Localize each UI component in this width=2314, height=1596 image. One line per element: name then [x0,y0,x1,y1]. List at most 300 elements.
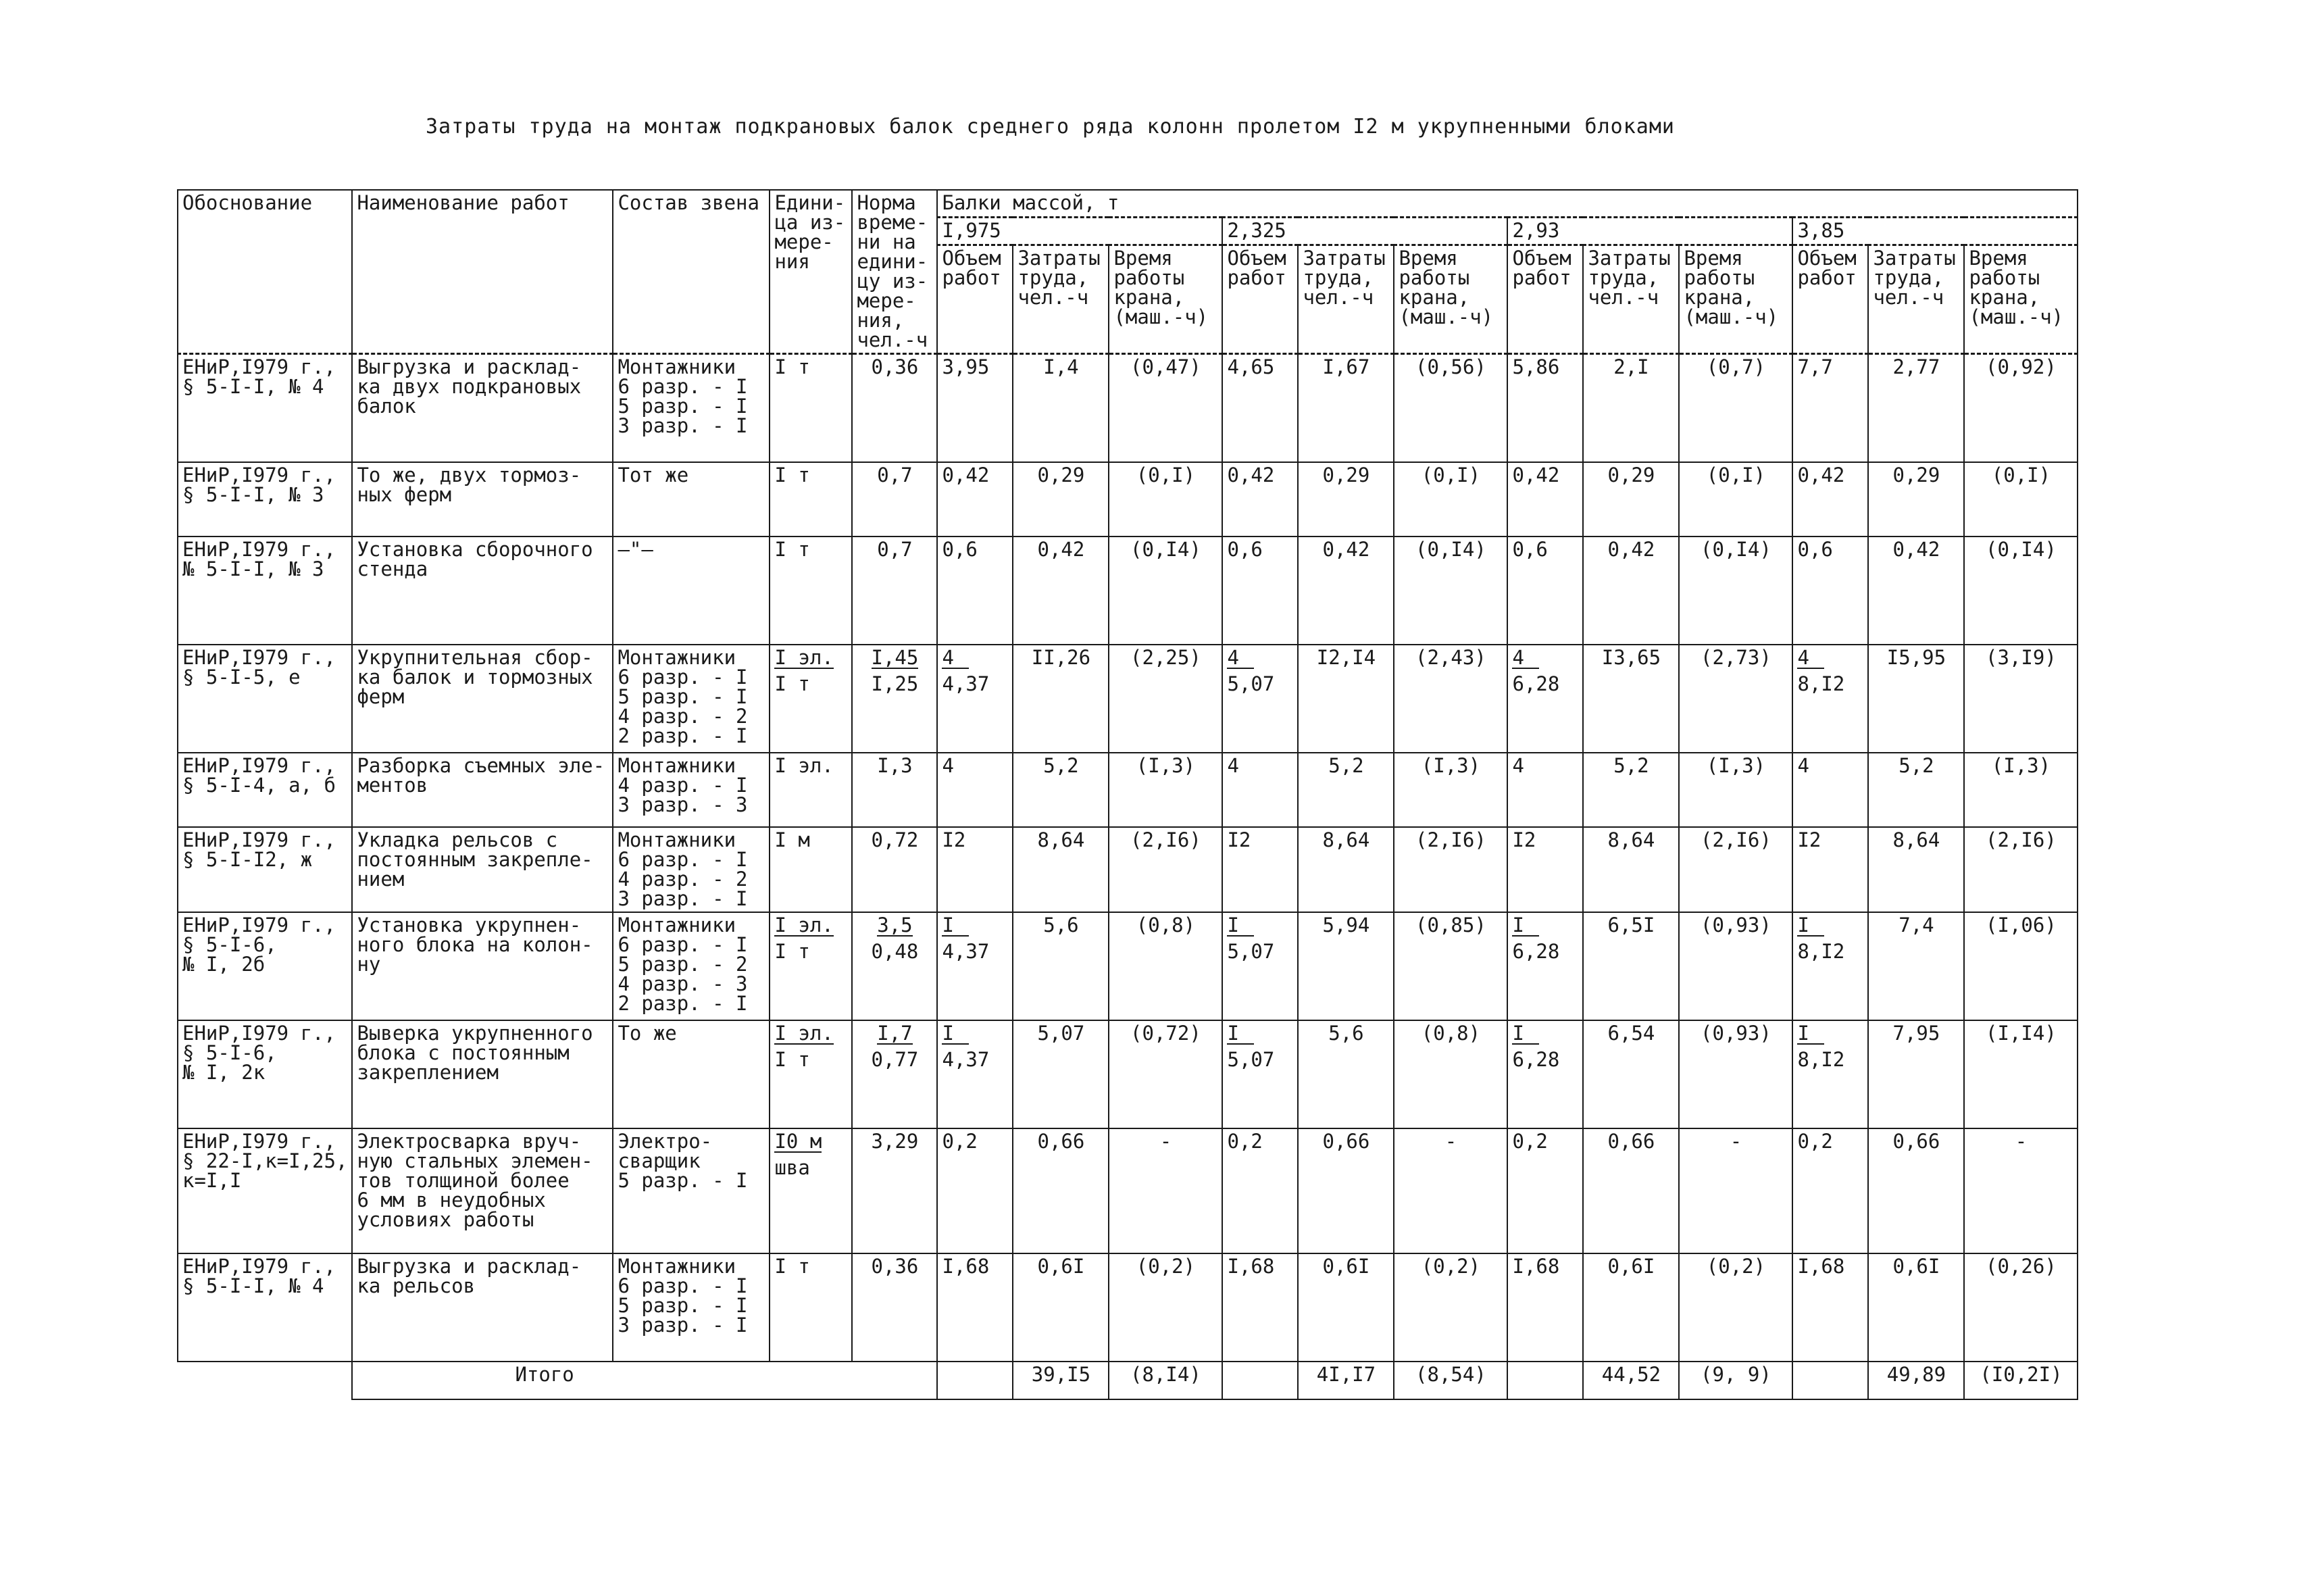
header-volume-line: Объем [1227,247,1286,270]
unit-numerator: I эл. [774,914,834,937]
volume-denominator: 4,37 [942,1048,990,1071]
header-crane-line: Время [1969,247,2028,270]
header-labor-line: Затраты [1588,247,1671,270]
crew-line: 6 разр. - I [618,375,748,398]
table-row [178,827,2078,912]
volume: I2 [942,828,966,851]
header-crane-line: Время [1684,247,1743,270]
unit-cell [770,1128,852,1253]
table-row [178,537,2078,645]
volume-denominator: 6,28 [1512,1048,1560,1071]
header-crane [1964,245,2078,354]
total-labor: 44,52 [1583,1362,1679,1399]
basis-line: § 22-I,к=I,25, [182,1149,348,1172]
labor-cell: 2,77 [1868,354,1964,463]
unit: I т [774,1255,810,1278]
crew-line: 5 разр. - I [618,1169,748,1192]
crane-cell: (I,3) [1964,753,2078,827]
unit: I эл. [774,754,834,777]
norm-numerator: I,7 [877,1022,913,1045]
crane-cell: (2,73) [1679,645,1792,753]
volume-denominator: 6,28 [1512,672,1560,695]
total-crane: (8,I4) [1109,1362,1222,1399]
header-norm-line: Норма [857,191,916,214]
norm: 0,72 [871,828,919,851]
volume: I,68 [942,1255,990,1278]
crew-line: 4 разр. - I [618,774,748,797]
crew-line: 4 разр. - 2 [618,705,748,728]
crew-cell [613,1128,770,1253]
volume-cell [1792,827,1868,912]
volume: I2 [1512,828,1536,851]
crane-cell: (2,I6) [1394,827,1507,912]
volume-numerator: 4 [1227,648,1254,669]
crane-cell: (0,56) [1394,354,1507,463]
crew-line: 2 разр. - I [618,992,748,1015]
crane-cell: (0,8) [1394,1020,1507,1128]
header-unit-line: ния [774,250,810,273]
basis-line: § 5-I-6, [182,933,277,956]
basis-line: к=I,I [182,1169,242,1192]
volume: 0,2 [1512,1130,1548,1153]
volume-cell [1507,462,1583,537]
header-volume [937,245,1013,354]
crew-line: 3 разр. - I [618,414,748,437]
volume-numerator: I [1797,916,1824,937]
crew-line: —"— [618,538,653,561]
volume-cell [1792,537,1868,645]
crane-cell: (I,3) [1109,753,1222,827]
header-basis: Обоснование [178,190,352,354]
unit-cell [770,827,852,912]
header-volume [1792,245,1868,354]
header-labor [1583,245,1679,354]
volume: I,68 [1227,1255,1275,1278]
work-cell [352,1253,613,1362]
labor-cell: 8,64 [1583,827,1679,912]
volume: 0,2 [1227,1130,1263,1153]
work-line: тов толщиной более [357,1169,570,1192]
total-labor: 4I,I7 [1298,1362,1394,1399]
basis-line: § 5-I-6, [182,1041,277,1064]
unit-cell [770,645,852,753]
basis-cell [178,1128,352,1253]
labor-cell: 0,29 [1298,462,1394,537]
work-cell [352,1020,613,1128]
total-labor: 39,I5 [1013,1362,1109,1399]
crane-cell: (3,I9) [1964,645,2078,753]
volume: 7,7 [1797,355,1833,378]
header-volume-line: Объем [1512,247,1571,270]
volume-denominator: 5,07 [1227,1048,1275,1071]
basis-cell [178,645,352,753]
table-row [178,1020,2078,1128]
volume-cell [1792,1128,1868,1253]
labor-cell: I5,95 [1868,645,1964,753]
volume-denominator: 8,I2 [1797,672,1845,695]
volume-cell [1792,1253,1868,1362]
header-crane-line: крана, [1399,286,1470,309]
volume: 0,6 [1227,538,1263,561]
volume-denominator: 5,07 [1227,672,1275,695]
crew-cell [613,753,770,827]
crane-cell: (0,8) [1109,912,1222,1020]
volume-cell [1507,645,1583,753]
norm-cell [852,645,937,753]
volume: I,68 [1512,1255,1560,1278]
volume-cell [937,1128,1013,1253]
crew-line: 6 разр. - I [618,848,748,871]
total-volume-cell [1222,1362,1298,1399]
work-cell [352,537,613,645]
crew-line: 5 разр. - 2 [618,953,748,976]
total-volume-cell [1507,1362,1583,1399]
crane-cell: (2,I6) [1964,827,2078,912]
total-volume-cell [1792,1362,1868,1399]
header-labor-line: чел.-ч [1873,286,1944,309]
work-line: Электросварка вруч- [357,1130,582,1153]
volume-cell [937,912,1013,1020]
work-line: Установка сборочного [357,538,593,561]
volume-cell [1222,912,1298,1020]
basis-line: ЕНиР,I979 г., [182,1255,336,1278]
crane-cell: (0,2) [1679,1253,1792,1362]
labor-cell: I,4 [1013,354,1109,463]
work-line: ных ферм [357,483,452,506]
header-volume [1507,245,1583,354]
volume: 0,6 [942,538,978,561]
crane-cell: (0,I4) [1394,537,1507,645]
work-line: ного блока на колон- [357,933,593,956]
volume: 0,6 [1797,538,1833,561]
header-volume-line: работ [942,266,1001,289]
crew-line: 4 разр. - 3 [618,972,748,995]
volume-numerator: I [1227,1024,1254,1045]
header-crane-line: работы [1684,266,1755,289]
header-labor-line: труда, [1588,266,1659,289]
header-unit-line: Едини- [774,191,846,214]
volume-cell [937,827,1013,912]
volume-cell [1792,1020,1868,1128]
volume-cell [937,354,1013,463]
norm-cell [852,827,937,912]
labor-cell: 0,66 [1583,1128,1679,1253]
header-crane-line: (маш.-ч) [1399,305,1494,328]
unit-numerator: I эл. [774,1022,834,1045]
crew-cell [613,537,770,645]
header-norm-line: ния, [857,309,905,332]
volume-denominator: 8,I2 [1797,940,1845,963]
unit-denominator: I т [774,1048,810,1071]
unit: I т [774,464,810,487]
unit-cell [770,912,852,1020]
header-mass: 2,93 [1507,217,1792,245]
volume: 4,65 [1227,355,1275,378]
volume: I2 [1797,828,1821,851]
basis-cell [178,827,352,912]
crane-cell: (0,93) [1679,912,1792,1020]
unit-denominator: I т [774,940,810,963]
basis-line: ЕНиР,I979 г., [182,1022,336,1045]
labor-cell: I,67 [1298,354,1394,463]
header-norm-line: време- [857,211,928,234]
crew-cell [613,645,770,753]
labor-cell: 5,2 [1013,753,1109,827]
labor-cell: 0,6I [1583,1253,1679,1362]
norm-denominator: 0,77 [871,1048,919,1071]
crane-cell: (0,7) [1679,354,1792,463]
header-labor-line: чел.-ч [1588,286,1659,309]
volume-cell [937,537,1013,645]
page-title: Затраты труда на монтаж подкрановых балок среднего ряда колонн пролетом I2 м укрупненными блоками [426,115,1675,139]
basis-cell [178,1253,352,1362]
labor-cell: 5,6 [1013,912,1109,1020]
crew-line: Монтажники [618,914,736,937]
crew-line: 4 разр. - 2 [618,868,748,891]
volume-cell [1507,912,1583,1020]
unit-denominator: шва [774,1156,810,1179]
volume-numerator: I [1797,1024,1824,1045]
crane-cell: (0,26) [1964,1253,2078,1362]
basis-line: № 5-I-I, № 3 [182,557,324,580]
unit-cell [770,753,852,827]
norm: 0,7 [877,538,913,561]
work-line: балок [357,395,416,418]
header-labor [1868,245,1964,354]
total-label: Итого [352,1362,937,1399]
crane-cell: (I,06) [1964,912,2078,1020]
crane-cell: - [1109,1128,1222,1253]
volume: 5,86 [1512,355,1560,378]
header-crane-line: работы [1113,266,1185,289]
work-line: Разборка съемных эле- [357,754,605,777]
work-line: Выгрузка и расклад- [357,1255,582,1278]
header-labor-line: Затраты [1873,247,1956,270]
total-volume-cell [937,1362,1013,1399]
crane-cell: (2,I6) [1109,827,1222,912]
labor-cell: 0,42 [1868,537,1964,645]
labor-cell: 0,66 [1868,1128,1964,1253]
volume-cell [937,1253,1013,1362]
volume-numerator: I [942,916,969,937]
volume-numerator: I [1512,916,1539,937]
work-line: условиях работы [357,1208,534,1231]
labor-cell: 6,5I [1583,912,1679,1020]
crane-cell: (0,I) [1394,462,1507,537]
header-crane-line: крана, [1113,286,1185,309]
basis-cell [178,912,352,1020]
volume-cell [1792,753,1868,827]
crane-cell: (I,3) [1394,753,1507,827]
header-norm-line: едини- [857,250,928,273]
volume-cell [1222,827,1298,912]
labor-cell: I3,65 [1583,645,1679,753]
labor-cell: 0,42 [1298,537,1394,645]
norm-cell [852,912,937,1020]
labor-cell: 0,42 [1013,537,1109,645]
table-row [178,1128,2078,1253]
work-line: ка рельсов [357,1274,476,1297]
header-volume-line: Объем [1797,247,1857,270]
work-line: Укрупнительная сбор- [357,646,593,669]
basis-line: ЕНиР,I979 г., [182,538,336,561]
header-crane-line: работы [1969,266,2040,289]
crew-cell [613,462,770,537]
header-labor-line: Затраты [1017,247,1101,270]
table-row [178,354,2078,463]
unit-denominator: I т [774,672,810,695]
volume-cell [1222,1020,1298,1128]
header-crane-line: (маш.-ч) [1969,305,2064,328]
total-crane: (8,54) [1394,1362,1507,1399]
norm: 0,36 [871,355,919,378]
work-line: ну [357,953,381,976]
crane-cell: - [1394,1128,1507,1253]
total-row [178,1362,2078,1399]
header-volume [1222,245,1298,354]
header-crane [1679,245,1792,354]
volume-cell [937,1020,1013,1128]
volume-cell [937,645,1013,753]
crew-line: 6 разр. - I [618,666,748,689]
header-crane [1109,245,1222,354]
work-line: ка двух подкрановых [357,375,582,398]
basis-line: § 5-I-5, е [182,666,301,689]
work-line: ка балок и тормозных [357,666,593,689]
labor-cell: 7,4 [1868,912,1964,1020]
labor-cell: I2,I4 [1298,645,1394,753]
volume: 0,42 [1512,464,1560,487]
crew-line: 3 разр. - 3 [618,793,748,816]
labor-cell: 0,6I [1013,1253,1109,1362]
crane-cell: (I,3) [1679,753,1792,827]
basis-line: № I, 2к [182,1061,266,1084]
volume-numerator: 4 [942,648,969,669]
header-unit-line: мере- [774,230,834,253]
header-norm-line: цу из- [857,270,928,293]
crew-line: 2 разр. - I [618,724,748,747]
norm: 0,36 [871,1255,919,1278]
volume-cell [1507,1253,1583,1362]
volume-cell [1222,354,1298,463]
volume: 3,95 [942,355,990,378]
work-cell [352,912,613,1020]
volume: 0,42 [942,464,990,487]
crane-cell: (0,2) [1109,1253,1222,1362]
basis-line: ЕНиР,I979 г., [182,646,336,669]
norm-denominator: I,25 [871,672,919,695]
crane-cell: - [1964,1128,2078,1253]
labor-cell: 5,2 [1583,753,1679,827]
header-norm-line: мере- [857,289,916,312]
crew-line: 3 разр. - I [618,887,748,910]
crew-line: 5 разр. - I [618,1294,748,1317]
unit: I т [774,538,810,561]
unit-cell [770,537,852,645]
work-cell [352,354,613,463]
crane-cell: (0,72) [1109,1020,1222,1128]
work-line: Выверка укрупненного [357,1022,593,1045]
header-crew: Состав звена [613,190,770,354]
table-row [178,912,2078,1020]
crew-line: сварщик [618,1149,701,1172]
work-line: блока с постоянным [357,1041,570,1064]
table-row [178,753,2078,827]
labor-cell: 2,I [1583,354,1679,463]
crew-line: 6 разр. - I [618,1274,748,1297]
work-cell [352,753,613,827]
header-works: Наименование работ [352,190,613,354]
volume-numerator: 4 [1797,648,1824,669]
volume: 4 [942,754,954,777]
volume: 0,42 [1797,464,1845,487]
basis-line: § 5-I-I, № 4 [182,1274,324,1297]
work-line: нием [357,868,405,891]
crew-cell [613,827,770,912]
labor-cell: 0,6I [1298,1253,1394,1362]
volume-numerator: I [1227,916,1254,937]
crew-line: 5 разр. - I [618,685,748,708]
labor-cell: 0,29 [1583,462,1679,537]
volume-cell [1222,1128,1298,1253]
crane-cell: (0,47) [1109,354,1222,463]
header-unit-line: ца из- [774,211,846,234]
basis-cell [178,1020,352,1128]
header-volume-line: Объем [942,247,1001,270]
header-labor [1298,245,1394,354]
unit-cell [770,462,852,537]
unit-cell [770,1253,852,1362]
crane-cell: (2,I6) [1679,827,1792,912]
volume-cell [937,753,1013,827]
header-unit [770,190,852,354]
crew-line: 3 разр. - I [618,1314,748,1337]
crew-line: Монтажники [618,1255,736,1278]
volume-cell [937,462,1013,537]
labor-costs-table [177,189,2078,1400]
header-crane-line: (маш.-ч) [1684,305,1779,328]
norm: 3,29 [871,1130,919,1153]
crew-cell [613,1020,770,1128]
volume: I2 [1227,828,1251,851]
volume: 0,6 [1512,538,1548,561]
unit-numerator: I эл. [774,646,834,669]
work-line: То же, двух тормоз- [357,464,582,487]
volume-denominator: 8,I2 [1797,1048,1845,1071]
header-volume-line: работ [1512,266,1571,289]
total-labor: 49,89 [1868,1362,1964,1399]
header-labor [1013,245,1109,354]
crane-cell: (I,I4) [1964,1020,2078,1128]
header-mass: I,975 [937,217,1222,245]
norm-cell [852,1020,937,1128]
volume-cell [1507,753,1583,827]
labor-cell: 0,66 [1013,1128,1109,1253]
basis-line: ЕНиР,I979 г., [182,1130,336,1153]
header-crane-line: крана, [1684,286,1755,309]
header-labor-line: чел.-ч [1303,286,1374,309]
header-labor-line: труда, [1303,266,1374,289]
crane-cell: (0,93) [1679,1020,1792,1128]
unit-numerator: I0 м [774,1130,822,1153]
basis-line: № I, 2б [182,953,266,976]
unit: I м [774,828,810,851]
crane-cell: (0,85) [1394,912,1507,1020]
basis-cell [178,462,352,537]
unit-cell [770,1020,852,1128]
crane-cell: (0,92) [1964,354,2078,463]
volume-cell [1507,537,1583,645]
